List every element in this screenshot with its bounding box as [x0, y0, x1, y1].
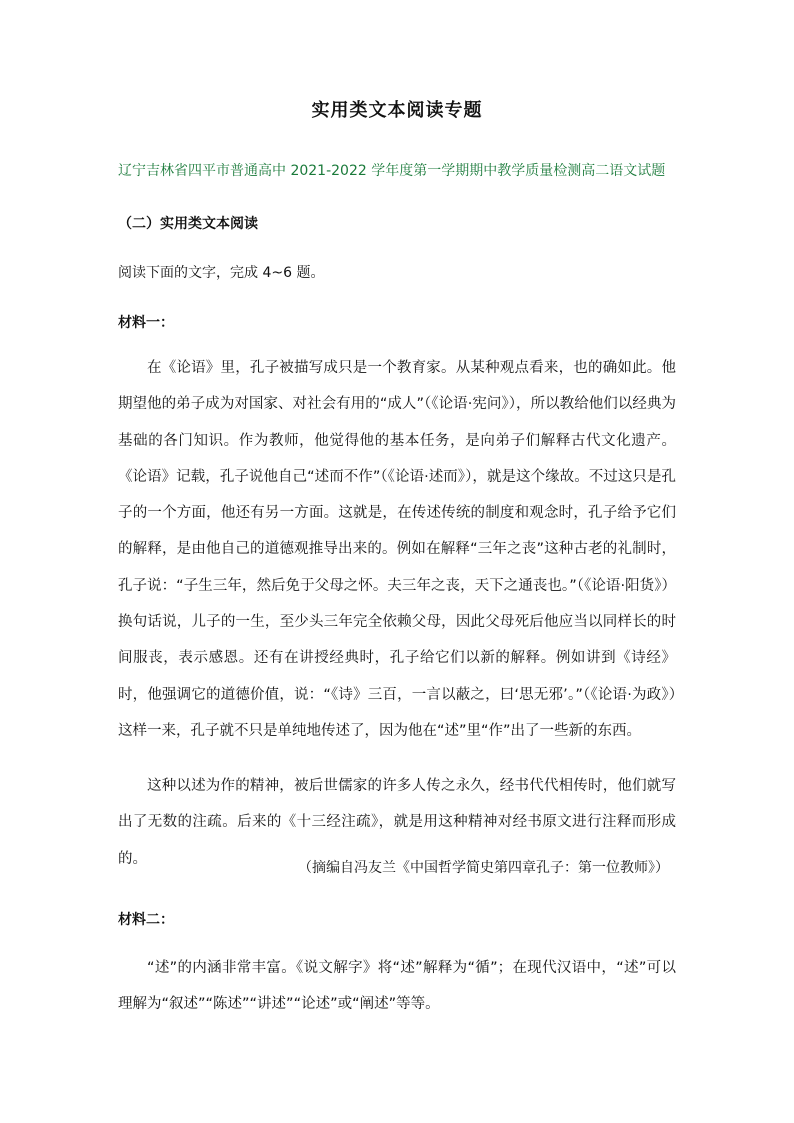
material-one-paragraph-1: 在《论语》里，孔子被描写成只是一个教育家。从某种观点看来，也的确如此。他期望他的弟子成为对国家、对社会有用的“成人”（《论语·宪问》），所以教给他们以经典为基础的各门知识。作为教师，他觉得他的基本任务，是向弟子们解释古代文化遗产。《论语》记载，孔子说他自己“述而不作”（《论语·述而》），就是这个缘故。不过这只是孔子的一个方面，他还有另一方面。这就是，在传述传统的制度和观念时，孔子给予它们的解释，是由他自己的道德观推导出来的。例如在解释“三年之丧”这种古老的礼制时，孔子说：“子生三年，然后免于父母之怀。夫三年之丧，天下之通丧也。”（《论语·阳货》）换句话说，儿子的一生，至少头三年完全依赖父母，因此父母死后他应当以同样长的时间服丧，表示感恩。还有在讲授经典时，孔子给它们以新的解释。例如讲到《诗经》时，他强调它的道德价值，说：“《诗》三百，一言以蔽之，曰‘思无邪’。”（《论语·为政》）这样一来，孔子就不只是单纯地传述了，因为他在“述”里“作”出了一些新的东西。	[118, 360, 676, 739]
section-heading: （二）实用类文本阅读	[118, 216, 258, 232]
material-one-heading: 材料一：	[118, 315, 174, 331]
material-two-paragraph-1: “述”的内涵非常丰富。《说文解字》将“述”解释为“循”；在现代汉语中，“述”可以理解为“叙述”“陈述”“讲述”“论述”或“阐述”等等。	[118, 960, 676, 1013]
reading-instruction: 阅读下面的文字，完成 4~6 题。	[118, 265, 325, 281]
material-one-citation: （摘编自冯友兰《中国哲学简史第四章孔子：第一位教师》）	[298, 860, 669, 876]
material-one-paragraph-2: 这种以述为作的精神，被后世儒家的许多人传之永久，经书代代相传时，他们就写出了无数的注疏。后来的《十三经注疏》，就是用这种精神对经书原文进行注释而形成的。	[118, 778, 676, 867]
material-two-heading: 材料二：	[118, 912, 174, 928]
exam-source-line: 辽宁吉林省四平市普通高中 2021-2022 学年度第一学期期中教学质量检测高二语文试题	[118, 163, 666, 179]
page-title: 实用类文本阅读专题	[311, 100, 483, 121]
